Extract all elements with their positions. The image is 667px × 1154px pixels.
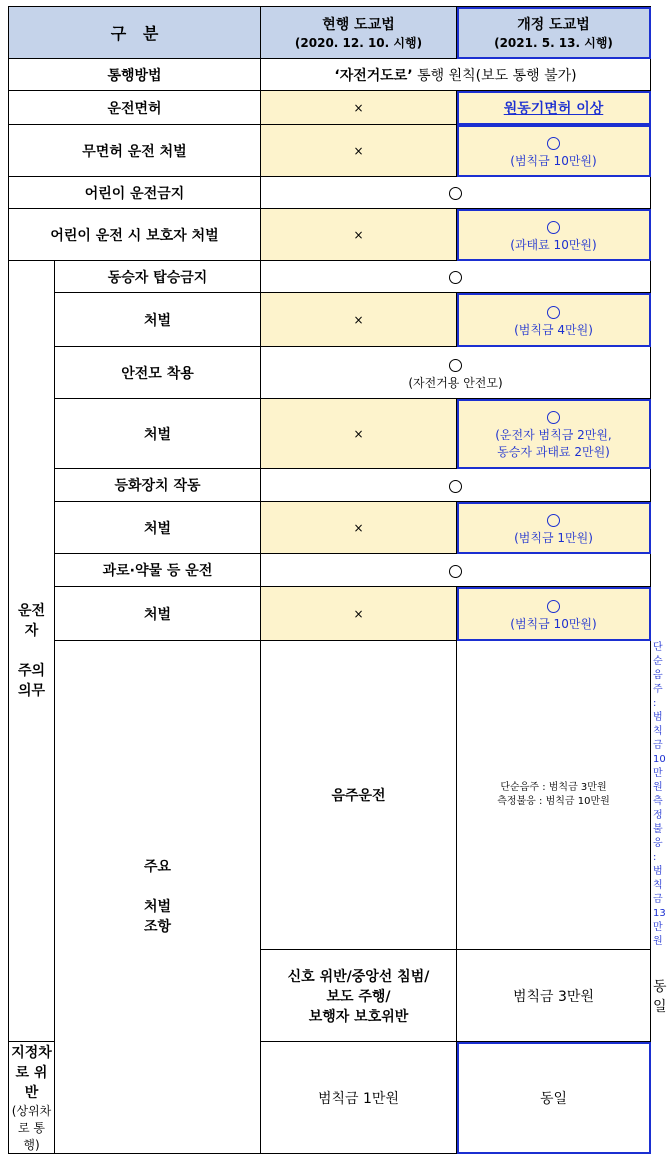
header-current <box>261 7 457 59</box>
revised-value: 동일 <box>457 1042 651 1154</box>
row-license <box>9 91 651 125</box>
row-label: 처벌 <box>55 502 261 554</box>
row-label: 지정차로 위반 (상위차로 통행) <box>9 1042 55 1154</box>
traffic-value: ‘자전거도로’ 통행 원칙(보도 통행 불가) <box>261 59 651 91</box>
circle-icon <box>547 600 560 613</box>
circle-icon <box>547 137 560 150</box>
current-value: × <box>261 293 457 347</box>
row-traffic <box>9 59 651 91</box>
circle-icon <box>547 411 560 424</box>
both-value <box>261 554 651 587</box>
row-label: 과로·약물 등 운전 <box>55 554 261 587</box>
row-helmet <box>9 347 651 399</box>
revised-value: (범칙금 10만원) <box>457 125 651 177</box>
circle-icon <box>449 187 462 200</box>
comparison-table <box>8 6 667 1154</box>
revised-law-date: (2021. 5. 13. 시행) <box>494 36 613 50</box>
row-passenger-ban <box>9 261 651 293</box>
current-law-title: 현행 도교법 <box>322 17 395 33</box>
revised-value: (과태료 10만원) <box>457 209 651 261</box>
row-unlicensed <box>9 125 651 177</box>
both-value <box>261 261 651 293</box>
revised-value: (운전자 범칙금 2만원, 동승자 과태료 2만원) <box>457 399 651 469</box>
current-value: 범칙금 1만원 <box>261 1042 457 1154</box>
current-value: 범칙금 3만원 <box>457 950 651 1042</box>
row-label: 운전면허 <box>9 91 261 125</box>
row-label: 음주운전 <box>261 641 457 950</box>
row-lights <box>9 469 651 502</box>
row-label: 동승자 탑승금지 <box>55 261 261 293</box>
row-passenger-penalty <box>9 293 651 347</box>
row-helmet-penalty <box>9 399 651 469</box>
row-label: 등화장치 작동 <box>55 469 261 502</box>
current-value: × <box>261 91 457 125</box>
row-signal: 신호 위반/중앙선 침범/ 보도 주행/ 보행자 보호위반 범칙금 3만원 동일 <box>9 950 651 1042</box>
row-child-ban <box>9 177 651 209</box>
row-label: 어린이 운전 시 보호자 처벌 <box>9 209 261 261</box>
revised-value: (범칙금 1만원) <box>457 502 651 554</box>
row-drunk: 주요 처벌 조항 음주운전 단순음주 : 범칙금 3만원 측정불응 : 범칙금 10만원 단순음주 : 범칙금 10만원 측정불응 : 범칙금 13만원 <box>9 641 651 950</box>
circle-icon <box>547 306 560 319</box>
row-label: 처벌 <box>55 587 261 641</box>
header-row <box>9 7 651 59</box>
row-label: 통행방법 <box>9 59 261 91</box>
row-label: 처벌 <box>55 399 261 469</box>
revised-value: (범칙금 4만원) <box>457 293 651 347</box>
row-lights-penalty <box>9 502 651 554</box>
group-main-penalties: 주요 처벌 조항 <box>55 641 261 1154</box>
current-law-date: (2020. 12. 10. 시행) <box>294 36 423 50</box>
circle-icon <box>547 514 560 527</box>
current-value: × <box>261 399 457 469</box>
row-label: 무면허 운전 처벌 <box>9 125 261 177</box>
group-driver-duty: 운전 자 주의 의무 <box>9 261 55 1042</box>
both-value: (자전거용 안전모) <box>261 347 651 399</box>
revised-law-title: 개정 도교법 <box>517 17 590 33</box>
row-label: 어린이 운전금지 <box>9 177 261 209</box>
circle-icon <box>547 221 560 234</box>
circle-icon <box>449 359 462 372</box>
row-label: 안전모 착용 <box>55 347 261 399</box>
revised-value: 원동기면허 이상 <box>457 91 651 125</box>
both-value <box>261 469 651 502</box>
both-value <box>261 177 651 209</box>
current-value: × <box>261 209 457 261</box>
row-child-guardian <box>9 209 651 261</box>
row-fatigue <box>9 554 651 587</box>
row-label: 처벌 <box>55 293 261 347</box>
revised-value: (범칙금 10만원) <box>457 587 651 641</box>
header-revised <box>457 7 651 59</box>
row-label: 신호 위반/중앙선 침범/ 보도 주행/ 보행자 보호위반 <box>261 950 457 1042</box>
circle-icon <box>449 480 462 493</box>
row-fatigue-penalty <box>9 587 651 641</box>
current-value: × <box>261 502 457 554</box>
circle-icon <box>449 565 462 578</box>
current-value: × <box>261 587 457 641</box>
current-value: 단순음주 : 범칙금 3만원 측정불응 : 범칙금 10만원 <box>457 641 651 950</box>
circle-icon <box>449 271 462 284</box>
current-value: × <box>261 125 457 177</box>
header-category: 구 분 <box>9 7 261 59</box>
